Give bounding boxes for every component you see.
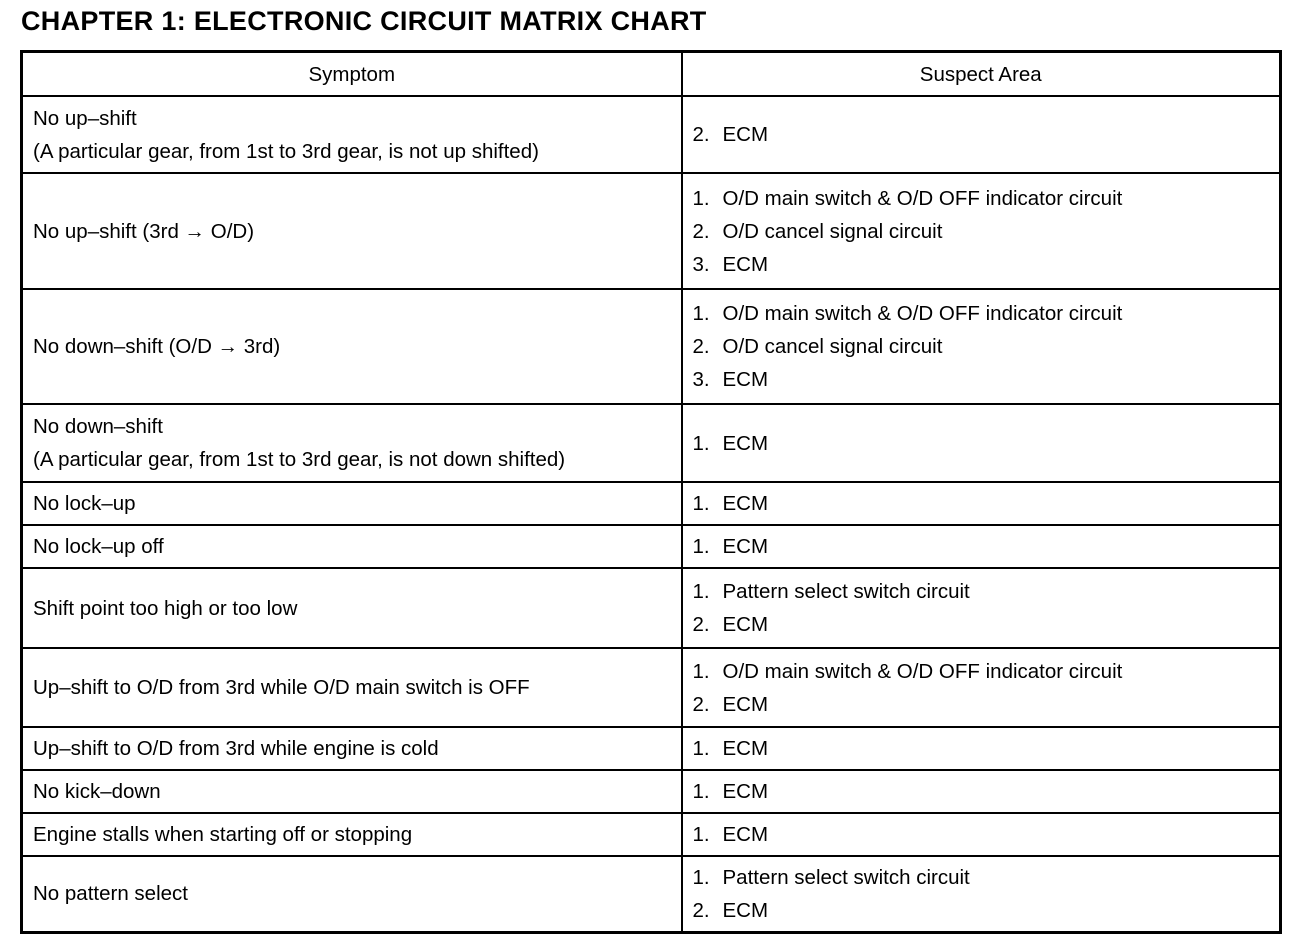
page-title: CHAPTER 1: ELECTRONIC CIRCUIT MATRIX CHART xyxy=(21,6,707,36)
suspect-item-text: ECM xyxy=(722,431,769,455)
suspect-area-cell xyxy=(682,525,1281,568)
suspect-item-text: O/D main switch & O/D OFF indicator circuit xyxy=(722,186,1123,210)
symptom-text: Shift point too high or too low xyxy=(33,596,298,620)
suspect-area-cell xyxy=(682,404,1281,482)
table-row xyxy=(22,648,1281,727)
table-row xyxy=(22,856,1281,932)
symptom-text: Up–shift to O/D from 3rd while engine is cold xyxy=(33,737,439,760)
table-header-row xyxy=(22,52,1281,97)
suspect-item-text: O/D main switch & O/D OFF indicator circuit xyxy=(722,659,1123,683)
table-row xyxy=(22,770,1281,813)
suspect-item xyxy=(693,118,1270,151)
symptom-column-header: Symptom xyxy=(22,52,682,97)
suspect-item xyxy=(693,363,1270,396)
symptom-cell xyxy=(22,173,682,289)
suspect-item-number: 1. xyxy=(692,865,710,889)
symptom-text: No lock–up xyxy=(33,492,136,515)
symptom-cell xyxy=(22,404,682,482)
table-row xyxy=(22,568,1281,648)
symptom-text: No down–shift xyxy=(33,415,163,438)
symptom-cell xyxy=(22,856,682,932)
table-row xyxy=(22,96,1281,173)
suspect-area-cell xyxy=(682,727,1281,770)
suspect-item-text: O/D main switch & O/D OFF indicator circuit xyxy=(722,302,1123,325)
suspect-item-number: 1. xyxy=(692,737,710,760)
suspect-area-cell xyxy=(682,770,1281,813)
symptom-cell xyxy=(22,770,682,813)
suspect-item xyxy=(693,732,1270,765)
symptom-text: No up–shift (3rd → O/D) xyxy=(33,219,255,243)
symptom-text: No lock–up off xyxy=(33,535,164,558)
suspect-item-text: ECM xyxy=(722,368,769,391)
circuit-matrix-table xyxy=(20,50,1282,934)
suspect-area-cell xyxy=(682,173,1281,289)
suspect-item-number: 1. xyxy=(692,535,710,558)
suspect-item-number: 2. xyxy=(692,613,710,636)
symptom-text: Engine stalls when starting off or stopping xyxy=(33,823,413,846)
suspect-area-cell xyxy=(682,856,1281,932)
suspect-item xyxy=(693,894,1270,927)
symptom-text: (A particular gear, from 1st to 3rd gear, is not down shifted) xyxy=(33,448,566,471)
table-body xyxy=(22,96,1281,932)
suspect-item-text: O/D cancel signal circuit xyxy=(722,219,943,243)
suspect-item-number: 1. xyxy=(692,186,710,210)
symptom-cell xyxy=(22,525,682,568)
symptom-text: No pattern select xyxy=(33,882,188,906)
suspect-item-text: ECM xyxy=(722,780,769,803)
suspect-item xyxy=(693,487,1270,520)
suspect-item-text: ECM xyxy=(722,898,769,922)
symptom-text: Up–shift to O/D from 3rd while O/D main switch is OFF xyxy=(33,676,530,699)
suspect-item-number: 1. xyxy=(692,780,710,803)
table-row xyxy=(22,289,1281,404)
suspect-item-text: ECM xyxy=(722,692,769,716)
suspect-item xyxy=(693,248,1270,281)
symptom-text: No down–shift (O/D → 3rd) xyxy=(33,335,281,358)
suspect-area-cell xyxy=(682,568,1281,648)
symptom-text: No up–shift xyxy=(33,106,137,130)
table-row xyxy=(22,404,1281,482)
symptom-text: No kick–down xyxy=(33,780,161,803)
symptom-cell xyxy=(22,727,682,770)
symptom-cell xyxy=(22,482,682,525)
symptom-cell xyxy=(22,568,682,648)
symptom-cell xyxy=(22,648,682,727)
suspect-item-number: 1. xyxy=(692,302,710,325)
suspect-item-number: 2. xyxy=(692,123,710,146)
suspect-item xyxy=(693,608,1270,641)
suspect-item xyxy=(693,427,1270,460)
suspect-item-number: 3. xyxy=(692,252,710,276)
suspect-item xyxy=(693,182,1270,215)
suspect-item xyxy=(693,861,1270,894)
suspect-item-number: 1. xyxy=(692,823,710,846)
suspect-item-text: ECM xyxy=(722,613,769,636)
suspect-item-text: Pattern select switch circuit xyxy=(722,865,970,889)
suspect-area-cell xyxy=(682,96,1281,173)
suspect-item xyxy=(693,530,1270,563)
suspect-item-text: Pattern select switch circuit xyxy=(722,580,970,603)
table-row xyxy=(22,482,1281,525)
suspect-item xyxy=(693,655,1270,688)
suspect-item-text: ECM xyxy=(722,535,769,558)
suspect-area-cell xyxy=(682,813,1281,856)
table-row xyxy=(22,525,1281,568)
suspect-item xyxy=(693,775,1270,808)
suspect-item-text: ECM xyxy=(722,823,769,846)
suspect-item-text: ECM xyxy=(722,737,769,760)
suspect-area-cell xyxy=(682,289,1281,404)
suspect-item-number: 2. xyxy=(692,219,710,243)
suspect-item xyxy=(693,330,1270,363)
table-row xyxy=(22,727,1281,770)
symptom-text: (A particular gear, from 1st to 3rd gear, is not up shifted) xyxy=(33,139,539,163)
suspect-item xyxy=(693,818,1270,851)
suspect-item-number: 2. xyxy=(692,692,710,716)
suspect-item xyxy=(693,688,1270,721)
table-row xyxy=(22,173,1281,289)
suspect-item-text: ECM xyxy=(722,252,769,276)
suspect-item-text: ECM xyxy=(722,123,769,146)
suspect-item-number: 3. xyxy=(692,368,710,391)
suspect-item-number: 1. xyxy=(692,431,710,455)
suspect-item-number: 1. xyxy=(692,659,710,683)
suspect-item-number: 1. xyxy=(692,492,710,515)
suspect-item xyxy=(693,575,1270,608)
suspect-area-column-header: Suspect Area xyxy=(682,52,1281,97)
suspect-area-cell xyxy=(682,648,1281,727)
symptom-cell xyxy=(22,813,682,856)
symptom-cell xyxy=(22,96,682,173)
symptom-cell xyxy=(22,289,682,404)
table-row xyxy=(22,813,1281,856)
suspect-item xyxy=(693,297,1270,330)
suspect-item-text: ECM xyxy=(722,492,769,515)
suspect-item-number: 1. xyxy=(692,580,710,603)
suspect-item-number: 2. xyxy=(692,335,710,358)
suspect-item-text: O/D cancel signal circuit xyxy=(722,335,943,358)
suspect-item-number: 2. xyxy=(692,898,710,922)
suspect-item xyxy=(693,215,1270,248)
suspect-area-cell xyxy=(682,482,1281,525)
